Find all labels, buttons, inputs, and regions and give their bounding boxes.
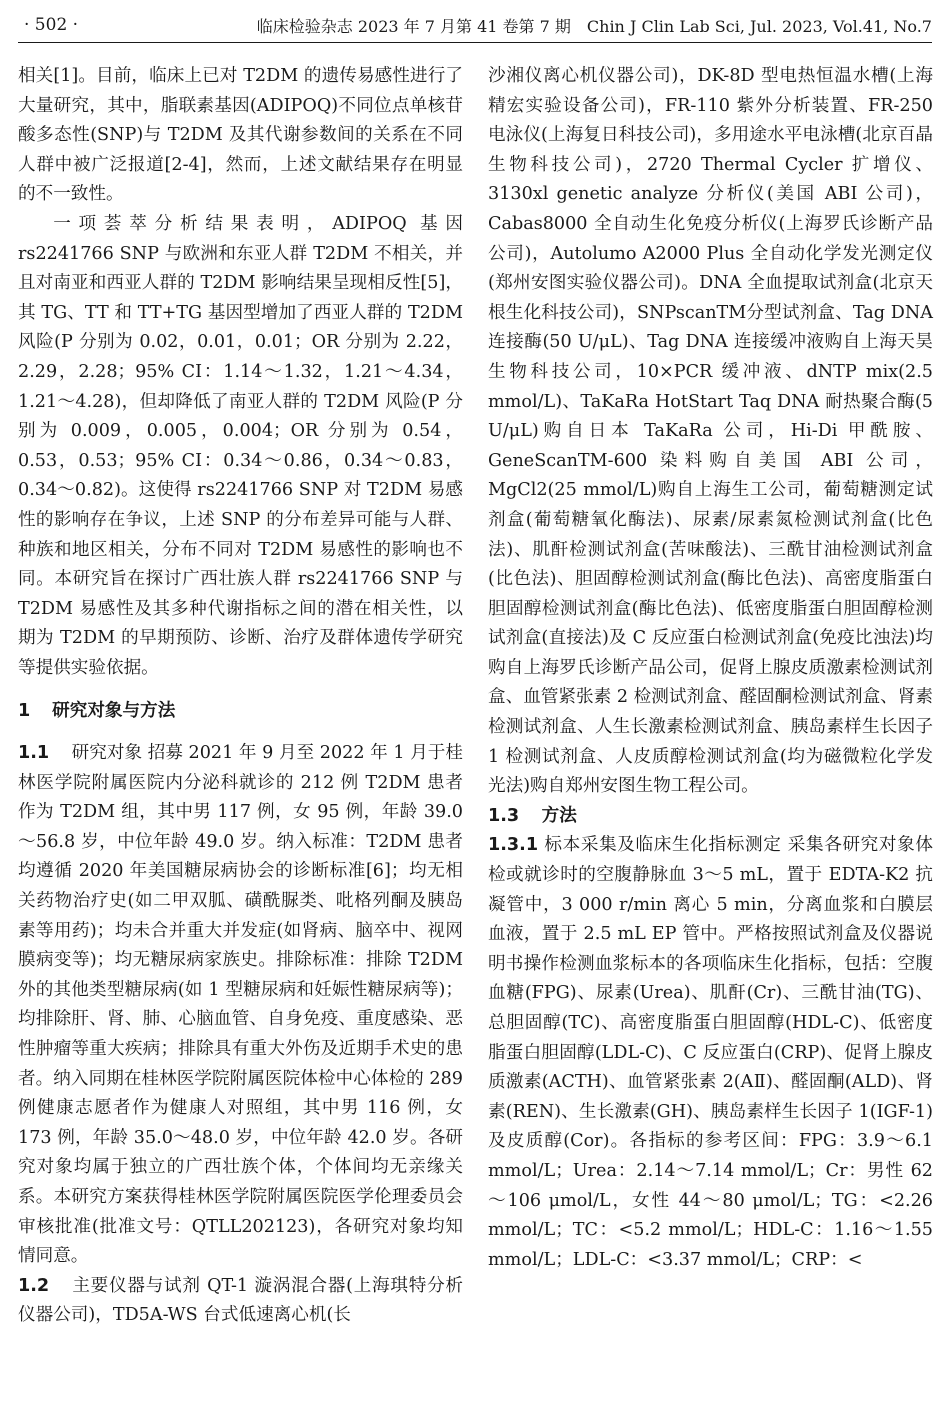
subsection-title: 标本采集及临床生化指标测定 <box>544 835 782 856</box>
journal-citation: 临床检验杂志 2023 年 7 月第 41 卷第 7 期 Chin J Clin Lab Sci, Jul. 2023, Vol.41, No.7 <box>256 16 932 36</box>
subsection-1-1 <box>18 739 463 1272</box>
section-number: 1 <box>18 701 31 722</box>
intro-paragraph-1: 相关[1]。目前，临床上已对 T2DM 的遗传易感性进行了大量研究，其中，脂联素基因(ADIPOQ)不同位点单核苷酸多态性(SNP)与 T2DM 及其代谢参数间的关系在不同人群中被广泛报道[2-4]，然而，上述文献结果存在明显的不一致性。 <box>18 66 463 205</box>
subsection-text: 采集各研究对象体检或就诊时的空腹静脉血 3～5 mL，置于 EDTA-K2 抗凝管中，3 000 r/min 离心 5 min，分离血浆和白膜层血液，置于 2.5 mL EP 管中。严格按照试剂盒及仪器说明书操作检测血浆标本的各项临床生化指标，包括：空腹血糖(FPG)、尿素(Urea)、肌酐(Cr)、三酰甘油(TG)、总胆固醇(TC)、高密度脂蛋白胆固醇(HDL-C)、低密度脂蛋白胆固醇(LDL-C)、C 反应蛋白(CRP)、促肾上腺皮质激素(ACTH)、血管紧张素 2(AⅡ)、醛固酮(ALD)、肾素(REN)、生长激素(GH)、胰岛素样生长因子 1(IGF-1)及皮质醇(Cor)。各指标的参考区间：FPG：3.9～6.1 mmol/L；Urea：2.14～7.14 mmol/L；Cr：男性 62～106 μmol/L，女性 44～80 μmol/L；TG：<2.26 mmol/L；TC：<5.2 mmol/L；HDL-C：1.16～1.55 mmol/L；LDL-C：<3.37 mmol/L；CRP：< <box>488 835 933 1270</box>
subsection-number: 1.3 <box>488 805 520 826</box>
subsection-number: 1.1 <box>18 743 50 764</box>
running-header <box>18 8 932 43</box>
right-column <box>488 62 933 1275</box>
instruments-paragraph: 沙湘仪离心机仪器公司)，DK-8D 型电热恒温水槽(上海精宏实验设备公司)，FR-110 紫外分析装置、FR-250 电泳仪(上海复日科技公司)，多用途水平电泳槽(北京百晶生物科技公司)，2720 Thermal Cycler 扩增仪、3130xl genetic analyze 分析仪(美国 ABI 公司)，Cabas8000 全自动生化免疫分析仪(上海罗氏诊断产品公司)，Autolumo A2000 Plus 全自动化学发光测定仪(郑州安图实验仪器公司)。DNA 全血提取试剂盒(北京天根生化科技公司)，SNPscanTM分型试剂盒、Tag DNA 连接酶(50 U/μL)、Tag DNA 连接缓冲液购自上海天昊生物科技公司，10×PCR 缓冲液、dNTP mix(2.5 mmol/L)、TaKaRa HotStart Taq DNA 耐热聚合酶(5 U/μL)购自日本 TaKaRa 公司，Hi-Di 甲酰胺、GeneScanTM-600 染料购自美国 ABI 公司，MgCl2(25 mmol/L)购自上海生工公司，葡萄糖测定试剂盒(葡萄糖氧化酶法)、尿素/尿素氮检测试剂盒(比色法)、肌酐检测试剂盒(苦味酸法)、三酰甘油检测试剂盒(比色法)、胆固醇检测试剂盒(酶比色法)、高密度脂蛋白胆固醇检测试剂盒(酶比色法)、低密度脂蛋白胆固醇检测试剂盒(直接法)及 C 反应蛋白检测试剂盒(免疫比浊法)均购自上海罗氏诊断产品公司，促肾上腺皮质激素检测试剂盒、血管紧张素 2 检测试剂盒、醛固酮检测试剂盒、肾素检测试剂盒、人生长激素检测试剂盒、胰岛素样生长因子 1 检测试剂盒、人皮质醇检测试剂盒(均为磁微粒化学发光法)购自郑州安图生物工程公司。 <box>488 66 933 797</box>
left-column <box>18 62 463 1331</box>
subsection-title: 方法 <box>541 805 577 826</box>
section-heading-1 <box>18 697 463 727</box>
subsection-title: 研究对象 <box>71 743 143 764</box>
subsection-number: 1.2 <box>18 1275 50 1296</box>
subsection-number: 1.3.1 <box>488 835 539 856</box>
section-title: 研究对象与方法 <box>52 701 176 722</box>
subsection-text: QT-1 漩涡混合器(上海琪特分析仪器公司)，TD5A-WS 台式低速离心机(长 <box>18 1275 463 1326</box>
subsection-1-3 <box>488 802 933 832</box>
subsection-1-3-1 <box>488 831 933 1275</box>
subsection-text: 招募 2021 年 9 月至 2022 年 1 月于桂林医学院附属医院内分泌科就诊的 212 例 T2DM 患者作为 T2DM 组，其中男 117 例，女 95 例，年龄 39.0～56.8 岁，中位年龄 49.0 岁。纳入标准：T2DM 患者均遵循 2020 年美国糖尿病协会的诊断标准[6]；均无相关药物治疗史(如二甲双胍、磺酰脲类、吡格列酮及胰岛素等用药)；均未合并重大并发症(如肾病、脑卒中、视网膜病变等)；均无糖尿病家族史。排除标准：排除 T2DM 外的其他类型糖尿病(如 1 型糖尿病和妊娠性糖尿病等)；均排除肝、肾、肺、心脑血管、自身免疫、重度感染、恶性肿瘤等重大疾病；排除具有重大外伤及近期手术史的患者。纳入同期在桂林医学院附属医院体检中心体检的 289 例健康志愿者作为健康人对照组，其中男 116 例，女 173 例，年龄 35.0～48.0 岁，中位年龄 42.0 岁。各研究对象均属于独立的广西壮族个体，个体间均无亲缘关系。本研究方案获得桂林医学院附属医院医学伦理委员会审核批准(批准文号：QTLL202123)，各研究对象均知情同意。 <box>18 743 464 1267</box>
subsection-1-2 <box>18 1272 463 1331</box>
page-number: · 502 · <box>24 15 79 35</box>
intro-paragraph-2: 一项荟萃分析结果表明，ADIPOQ 基因 rs2241766 SNP 与欧洲和东亚人群 T2DM 不相关，并且对南亚和西亚人群的 T2DM 影响结果呈现相反性[5]，其 TG、TT 和 TT+TG 基因型增加了西亚人群的 T2DM 风险(P 分别为 0.02，0.01，0.01；OR 分别为 2.22，2.29，2.28；95% CI：1.14～1.32，1.21～4.34，1.21～4.28)，但却降低了南亚人群的 T2DM 风险(P 分别为 0.009，0.005，0.004；OR 分别为 0.54，0.53，0.53；95% CI：0.34～0.86，0.34～0.83，0.34～0.82)。这使得 rs2241766 SNP 对 T2DM 易感性的影响存在争议，上述 SNP 的分布差异可能与人群、种族和地区相关，分布不同对 T2DM 易感性的影响也不同。本研究旨在探讨广西壮族人群 rs2241766 SNP 与 T2DM 易感性及其多种代谢指标之间的潜在相关性，以期为 T2DM 的早期预防、诊断、治疗及群体遗传学研究等提供实验依据。 <box>18 213 463 678</box>
subsection-title: 主要仪器与试剂 <box>72 1275 201 1296</box>
